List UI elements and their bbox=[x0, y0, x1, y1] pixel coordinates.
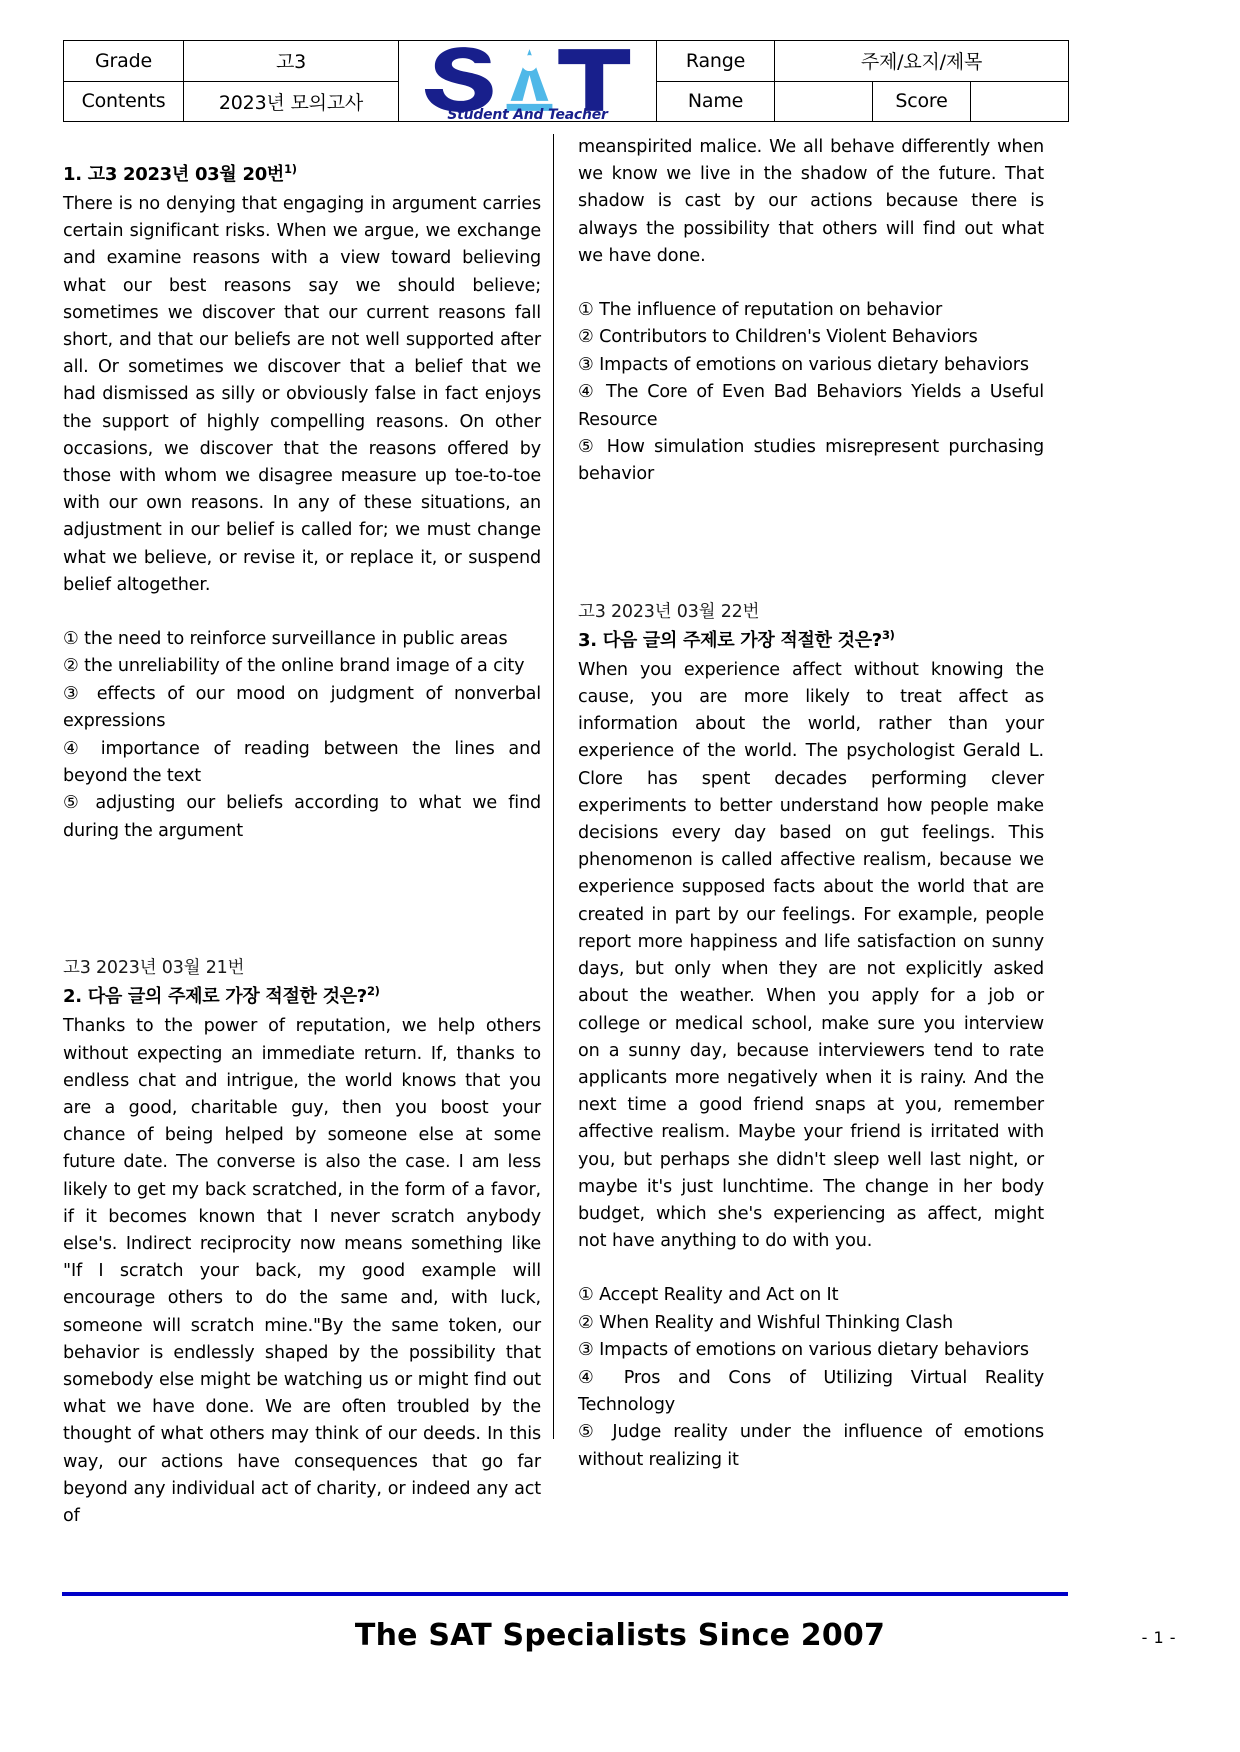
contents-label: Contents bbox=[64, 81, 184, 122]
question-2-choice-2[interactable]: ② Contributors to Children's Violent Behaviors bbox=[578, 327, 978, 348]
question-2-passage-part2: meanspirited malice. We all behave differently when we know we live in the shadow of the future. That shadow is cast by our actions because there is always the possibility that others will find out what we have done. bbox=[578, 137, 1044, 266]
question-1-choice-4[interactable]: ④ importance of reading between the lines and beyond the text bbox=[63, 738, 541, 787]
page-footer bbox=[48, 1556, 1192, 1752]
question-2-source: 고3 2023년 03월 21번 bbox=[63, 958, 245, 979]
name-label: Name bbox=[657, 81, 775, 122]
left-column bbox=[61, 134, 553, 1530]
range-label: Range bbox=[657, 41, 775, 82]
question-3-choice-1[interactable]: ① Accept Reality and Act on It bbox=[578, 1285, 839, 1306]
question-2-choice-5[interactable]: ⑤ How simulation studies misrepresent purchasing behavior bbox=[578, 437, 1044, 485]
question-2-footnote-marker: 2) bbox=[366, 984, 380, 999]
question-2-title-text: 2. 다음 글의 주제로 가장 적절한 것은? bbox=[63, 986, 367, 1008]
question-3-passage: When you experience affect without knowing the cause, you are more likely to treat affect as information about the world, rather than your experience of the world. The psychologist Gerald L. Clore has spent decades performing clever experiments to better understand how people make decisions every day based on gut feelings. This phenomenon is called affective realism, because we experience supposed facts about the world that are created in part by our feelings. For example, people report more happiness and life satisfaction on sunny days, but only when they are not explicitly asked about the weather. When you apply for a job or college or medical school, make sure you interview on a sunny day, because interviewers tend to rate applicants more negatively when it is rainy. And the next time a good friend snaps at you, remember affective realism. Maybe your friend is irritated with you, but perhaps she didn't sleep well last night, or maybe it's just lunchtime. The change in her body budget, which she's experiencing as affect, might not have anything to do with you. bbox=[578, 659, 1044, 1252]
question-gap-1-2 bbox=[63, 845, 541, 955]
question-1-choice-2[interactable]: ② the unreliability of the online brand image of a city bbox=[63, 656, 525, 677]
header-info-table bbox=[63, 40, 1069, 122]
grade-value: 고3 bbox=[184, 41, 399, 82]
question-2-title bbox=[63, 983, 541, 1011]
question-3-choices bbox=[578, 1282, 1044, 1474]
question-3-title-text: 3. 다음 글의 주제로 가장 적절한 것은? bbox=[578, 629, 882, 651]
right-column bbox=[554, 134, 1046, 1530]
sat-logo-icon bbox=[399, 41, 656, 121]
question-2-passage-part1: Thanks to the power of reputation, we help others without expecting an immediate return. If, thanks to endless chat and intrigue, the world knows that you are a good, charitable guy, then you boost your chance of being helped by someone else at some future date. The converse is also the case. I am less likely to get my back scratched, in the form of a favor, if it becomes known that I never scratch anybody else's. Indirect reciprocity now means something like "If I scratch your back, my good example will encourage others to do the same and, with luck, someone will scratch mine."By the same token, our behavior is endlessly shaped by the possibility that somebody else might be watching us or might find out what we have done. We are often troubled by the thought of what others may think of our deeds. In this way, our actions have consequences that go far beyond any individual act of charity, or indeed any act of bbox=[63, 1016, 541, 1526]
question-1-choice-1[interactable]: ① the need to reinforce surveillance in public areas bbox=[63, 629, 508, 650]
question-3-footnote-marker: 3) bbox=[881, 627, 895, 642]
score-label: Score bbox=[873, 81, 971, 122]
range-value[interactable]: 주제/요지/제목 bbox=[775, 41, 1069, 82]
header-row-1 bbox=[64, 41, 1069, 82]
svg-text:Student And Teacher: Student And Teacher bbox=[447, 106, 608, 121]
grade-label: Grade bbox=[64, 41, 184, 82]
question-1-choice-5[interactable]: ⑤ adjusting our beliefs according to what we find during the argument bbox=[63, 793, 541, 841]
content-columns bbox=[61, 134, 1071, 1530]
page-number: - 1 - bbox=[1141, 1628, 1176, 1647]
name-value-field[interactable] bbox=[775, 81, 873, 122]
question-3-source: 고3 2023년 03월 22번 bbox=[578, 601, 760, 622]
score-value-field[interactable] bbox=[971, 81, 1069, 122]
contents-value: 2023년 모의고사 bbox=[184, 81, 399, 122]
sat-logo bbox=[399, 41, 657, 122]
question-3-choice-3[interactable]: ③ Impacts of emotions on various dietary behaviors bbox=[578, 1340, 1029, 1361]
footer-tagline: The SAT Specialists Since 2007 bbox=[354, 1618, 886, 1653]
question-3-choice-4[interactable]: ④ Pros and Cons of Utilizing Virtual Reality Technology bbox=[578, 1367, 1044, 1415]
question-3-choice-2[interactable]: ② When Reality and Wishful Thinking Clash bbox=[578, 1312, 953, 1333]
sat-logo-image bbox=[399, 41, 656, 121]
question-3 bbox=[578, 599, 1044, 1474]
question-1-passage: There is no denying that engaging in argument carries certain significant risks. When we argue, we exchange and examine reasons with a view toward believing what our best reasons say we should believe; sometimes we discover that our current reasons fall short, and that our beliefs are not well supported after all. Or sometimes we discover that a belief that we had dismissed as silly or obviously false in fact enjoys the support of highly compelling reasons. On other occasions, we discover that the reasons offered by those with whom we disagree measure up toe-to-toe with our own reasons. In any of these situations, an adjustment in our belief is called for; we must change what we believe, or revise it, or replace it, or suspend belief altogether. bbox=[63, 194, 541, 595]
question-3-title bbox=[578, 627, 1044, 655]
question-1-title-text: 1. 고3 2023년 03월 20번 bbox=[63, 164, 285, 185]
left-top-spacer bbox=[63, 134, 541, 161]
question-1 bbox=[63, 161, 541, 845]
question-3-choice-5[interactable]: ⑤ Judge reality under the influence of emotions without realizing it bbox=[578, 1422, 1044, 1470]
question-2-continued bbox=[578, 134, 1044, 489]
footer-divider-rule bbox=[62, 1592, 1068, 1596]
question-1-title bbox=[63, 161, 541, 189]
question-gap-2-3 bbox=[578, 489, 1044, 599]
question-2 bbox=[63, 955, 541, 1530]
question-2-choice-1[interactable]: ① The influence of reputation on behavior bbox=[578, 300, 943, 321]
question-2-choice-4[interactable]: ④ The Core of Even Bad Behaviors Yields a Useful Resource bbox=[578, 382, 1044, 430]
question-2-choices bbox=[578, 297, 1044, 489]
question-1-footnote-marker: 1) bbox=[284, 162, 297, 176]
question-1-choice-3[interactable]: ③ effects of our mood on judgment of nonverbal expressions bbox=[63, 683, 541, 732]
question-2-choice-3[interactable]: ③ Impacts of emotions on various dietary behaviors bbox=[578, 354, 1029, 375]
question-1-choices bbox=[63, 626, 541, 845]
